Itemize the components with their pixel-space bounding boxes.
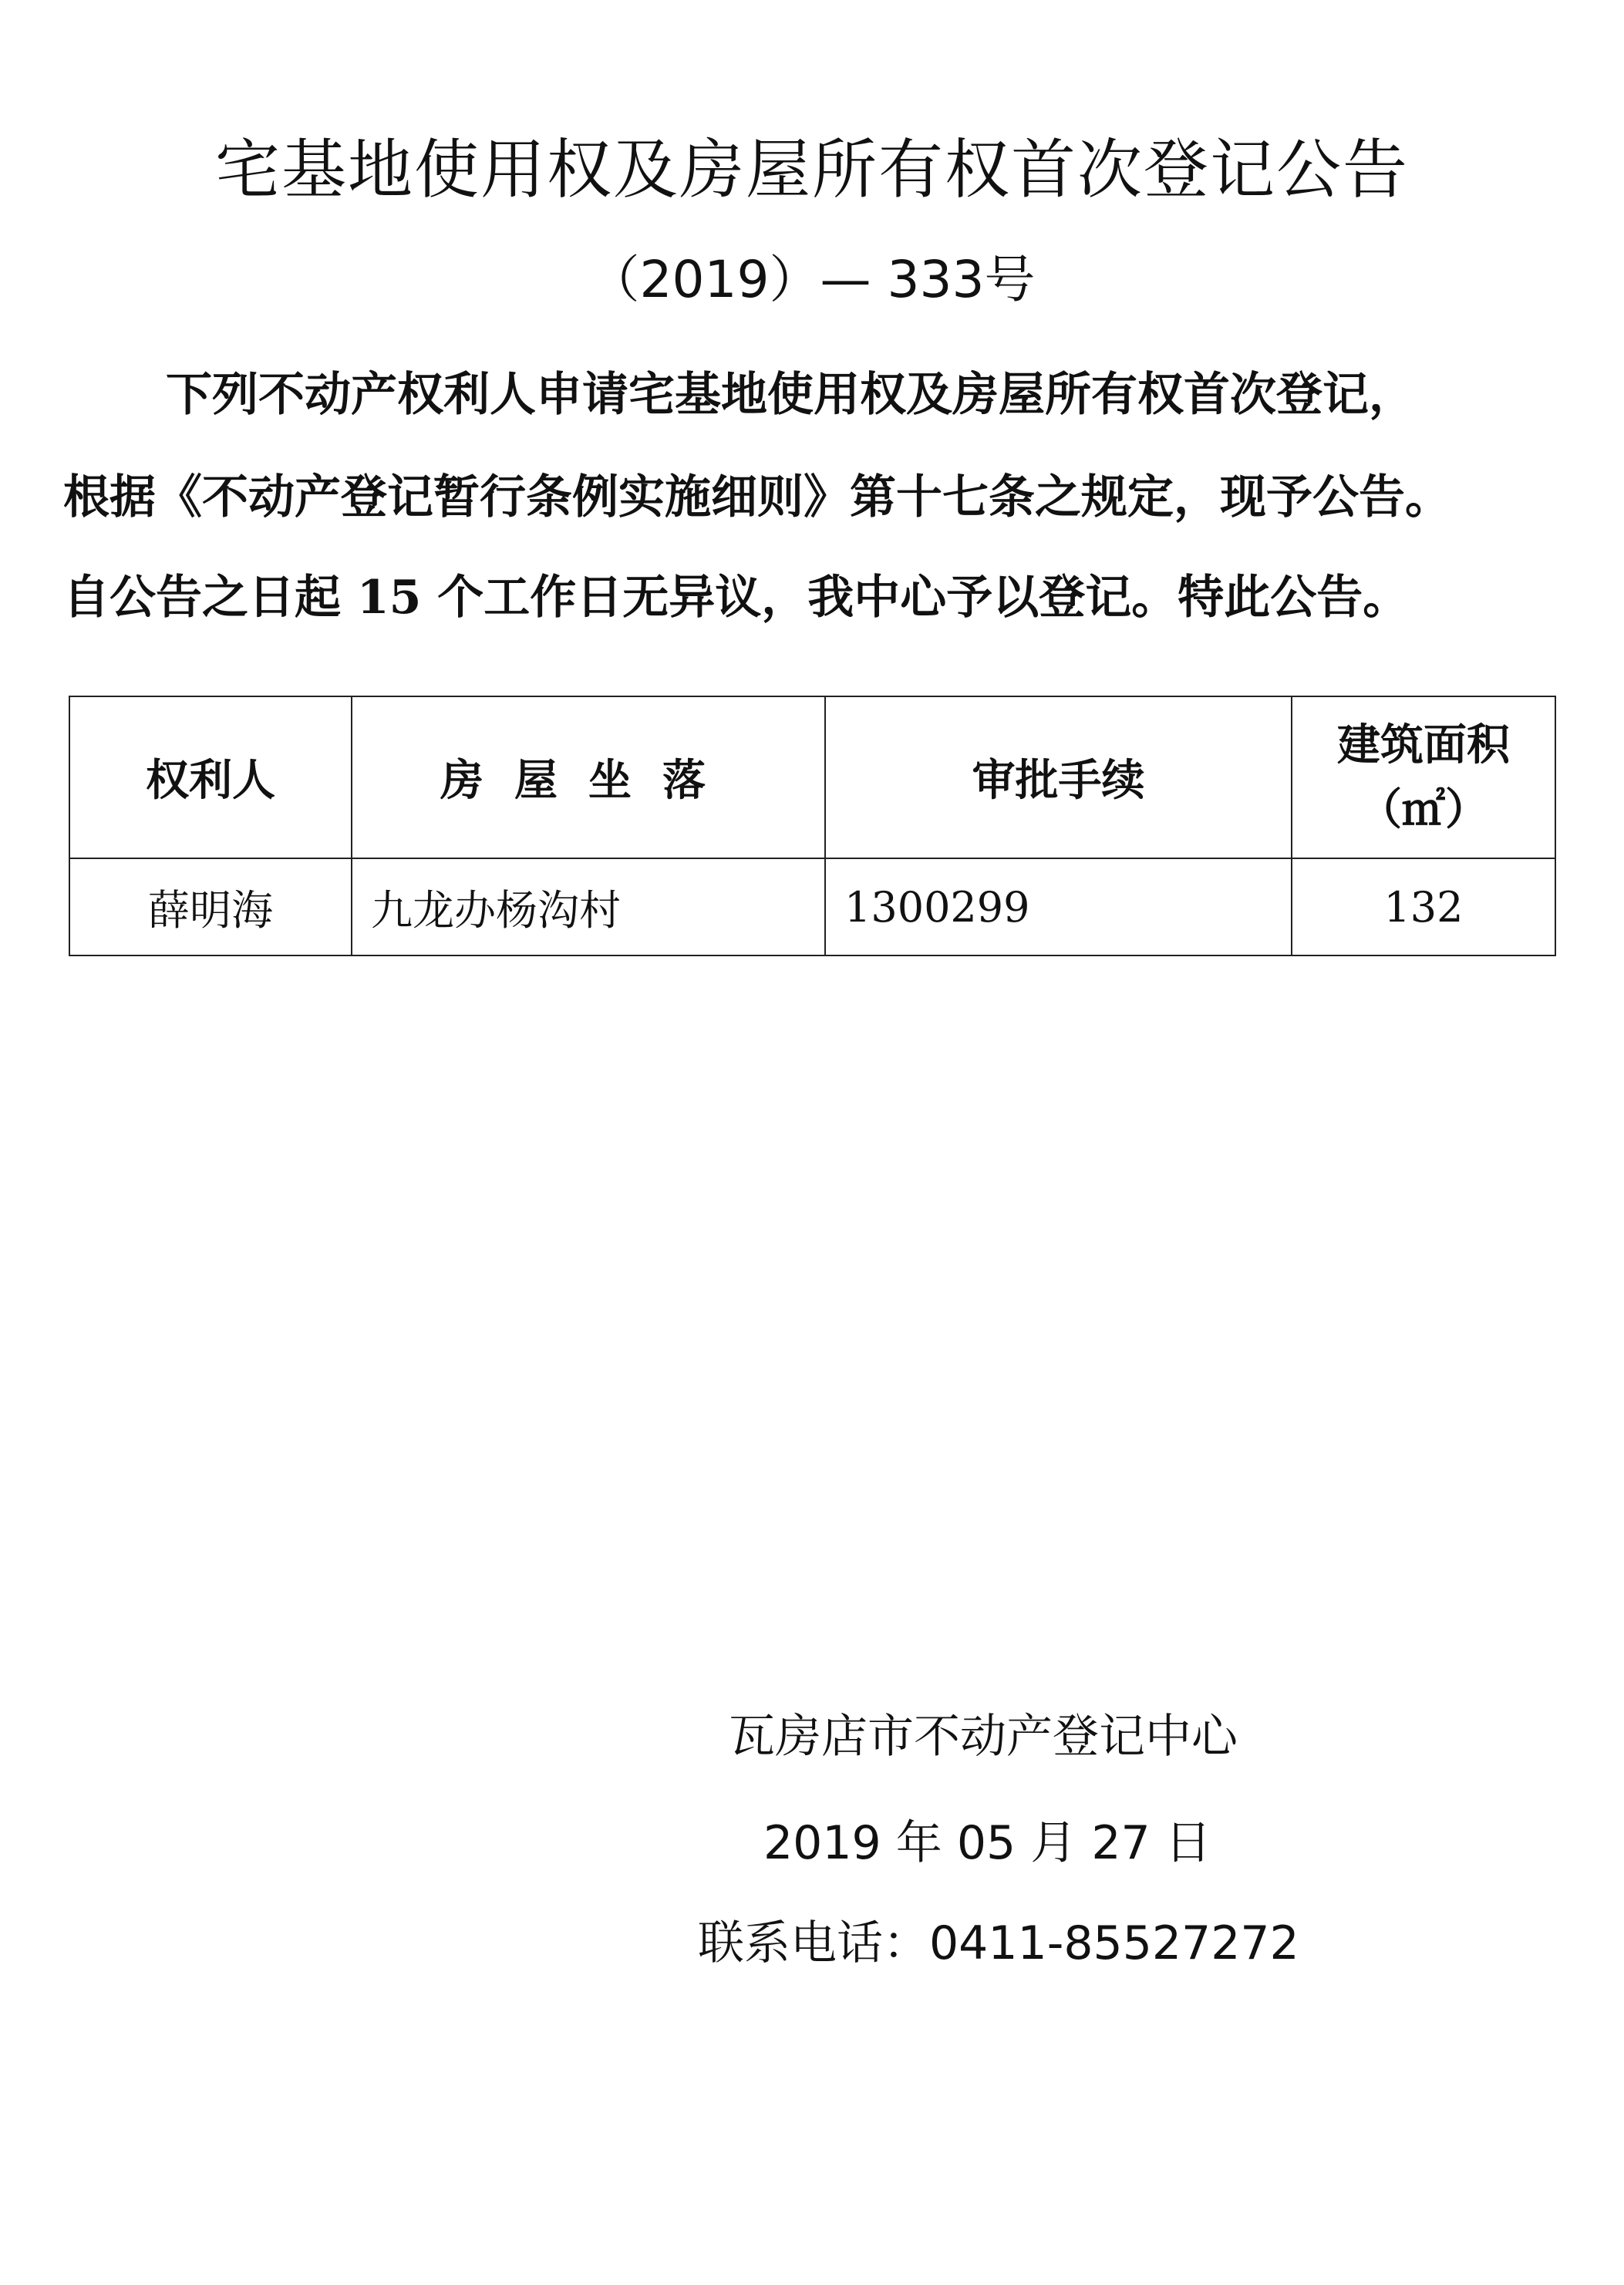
header-approval: 审批手续 xyxy=(825,696,1292,858)
issue-date: 2019 年 05 月 27 日 xyxy=(763,1816,1211,1870)
page-title: 宅基地使用权及房屋所有权首次登记公告 xyxy=(214,132,1409,207)
table-row xyxy=(69,858,1555,955)
header-location-label: 房屋坐落 xyxy=(440,755,736,806)
body-paragraph-line-3: 自公告之日起 15 个工作日无异议，我中心予以登记。特此公告。 xyxy=(63,571,1410,625)
table-header-row xyxy=(69,696,1555,858)
cell-holder: 薛明海 xyxy=(69,858,352,955)
cell-approval: 1300299 xyxy=(825,858,1292,955)
body-paragraph-line-1: 下列不动产权利人申请宅基地使用权及房屋所有权首次登记， xyxy=(166,368,1415,422)
header-location xyxy=(352,696,825,858)
body-paragraph-line-2: 根据《不动产登记暂行条例实施细则》第十七条之规定，现予公告。 xyxy=(63,470,1451,524)
registration-table xyxy=(69,696,1556,956)
header-area-label: 建筑面积 xyxy=(1337,720,1510,770)
header-area xyxy=(1292,696,1555,858)
document-number: （2019）— 333号 xyxy=(588,250,1036,309)
header-holder: 权利人 xyxy=(69,696,352,858)
contact-phone: 联系电话：0411-85527272 xyxy=(698,1916,1299,1970)
cell-area: 132 xyxy=(1292,858,1555,955)
cell-location: 九龙办杨沟村 xyxy=(352,858,825,955)
header-area-unit: （㎡） xyxy=(1359,784,1488,835)
issuing-organization: 瓦房店市不动产登记中心 xyxy=(729,1710,1238,1764)
